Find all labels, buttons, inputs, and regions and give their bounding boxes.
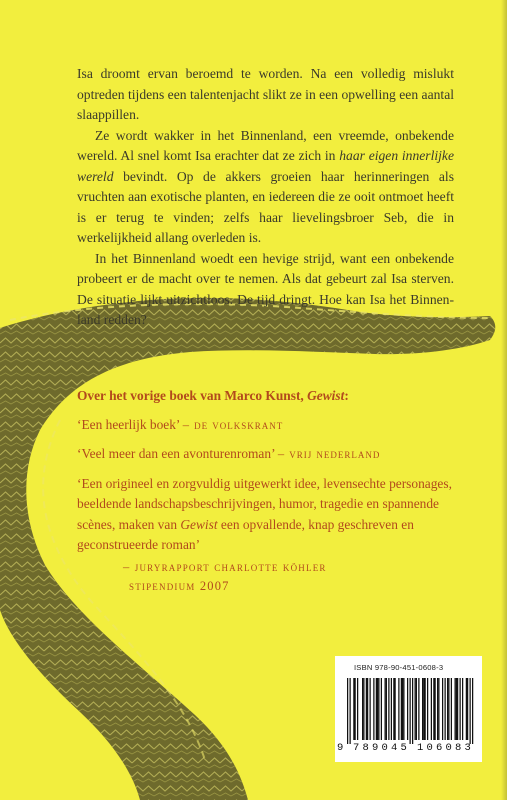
barcode-bar xyxy=(410,678,411,744)
barcode-bar xyxy=(353,678,354,740)
barcode-bar xyxy=(415,678,416,740)
barcode-bar xyxy=(401,678,402,740)
barcode-bar xyxy=(398,678,399,740)
barcode-left-group: 789045 xyxy=(353,742,411,754)
barcode-right-group: 106083 xyxy=(417,742,475,754)
synopsis-paragraph-2: Ze wordt wakker in het Binnenland, een vreemde, onbekende wereld. Al snel komt Isa erachter dat ze zich in haar eigen innerlijke wereld bevindt. Op de akkers groeien haar herinneringen als vruchten aan exotische planten, en iedereen die ze ooit ontmoet heeft is er terug te vinden; zelfs haar lievelingsbroer Seb, die in werkelijkheid allang overleden is. xyxy=(77,127,454,245)
quotes-heading: Over het vorige boek van Marco Kunst, Gewist: xyxy=(77,388,349,403)
barcode-bar xyxy=(427,678,428,740)
barcode-bar xyxy=(385,678,386,740)
jury-attribution: – juryrapport charlotte köhler stipendium 2007 xyxy=(123,559,327,593)
barcode-bar xyxy=(381,678,382,740)
barcode-bar xyxy=(362,678,363,740)
italic-phrase: haar eigen innerlijke wereld xyxy=(77,148,454,184)
barcode-bar xyxy=(407,678,408,740)
barcode-bar xyxy=(416,678,417,740)
synopsis xyxy=(77,64,454,331)
isbn-label: ISBN 978-90-451-0608-3 xyxy=(354,663,444,672)
barcode-bar xyxy=(456,678,457,740)
review-quotes xyxy=(77,386,457,596)
quote-source: – de volkskrant xyxy=(182,417,284,432)
barcode-bar xyxy=(412,678,413,744)
barcode-bar xyxy=(457,678,458,740)
barcode-bar xyxy=(393,678,394,740)
barcode-bar xyxy=(370,678,371,740)
barcode-bar xyxy=(472,678,473,744)
synopsis-paragraph-1: Isa droomt ervan beroemd te worden. Na een volledig mislukt optreden tijdens een talentenjacht slikt ze in een opwelling een aantal slaappillen. xyxy=(77,66,454,122)
barcode-bar xyxy=(470,678,471,744)
barcode-bar xyxy=(350,678,351,744)
barcode-bar xyxy=(355,678,356,740)
barcode-bar xyxy=(423,678,424,740)
barcode-bar xyxy=(435,678,436,740)
barcode-bar xyxy=(438,678,439,740)
barcode-bar xyxy=(391,678,392,740)
barcode-bar xyxy=(448,678,449,740)
barcode-bar xyxy=(466,678,467,740)
barcode-bar xyxy=(386,678,387,740)
barcode-bar xyxy=(376,678,377,740)
barcode-bar xyxy=(447,678,448,740)
barcode-bar xyxy=(431,678,432,740)
barcode-bar xyxy=(451,678,452,740)
barcode-bar xyxy=(425,678,426,740)
barcode-bar xyxy=(460,678,461,740)
barcode-bar xyxy=(433,678,434,740)
barcode-bar xyxy=(442,678,443,740)
barcode-bar xyxy=(467,678,468,740)
barcode-bar xyxy=(367,678,368,740)
barcode-bar xyxy=(366,678,367,740)
barcode-bar xyxy=(388,678,389,740)
barcode-bar xyxy=(455,678,456,740)
barcode-bar xyxy=(357,678,358,740)
barcode-bar xyxy=(418,678,419,740)
quote-volkskrant: ‘Een heerlijk boek’ – de volkskrant xyxy=(77,416,284,432)
barcode-bar xyxy=(377,678,378,740)
quote-vrij-nederland: ‘Veel meer dan een avonturenroman’ – vrij nederland xyxy=(77,446,381,461)
barcode-bar xyxy=(363,678,364,740)
barcode-bar xyxy=(373,678,374,740)
barcode-bar xyxy=(402,678,403,740)
barcode-bar xyxy=(422,678,423,740)
barcode-bar xyxy=(403,678,404,740)
barcode-bar xyxy=(462,678,463,740)
quote-jury: ‘Een origineel en zorgvuldig uitgewerkt idee, levensechte personages, beeldende landschapsbeschrijvingen, humor, tragedie en spannende scènes, maken van Gewist een opvallende, knap geschreven en geconstrueerde roman’ xyxy=(77,475,452,552)
barcode-bar xyxy=(437,678,438,740)
barcode-bar xyxy=(347,678,348,744)
barcode-bar xyxy=(395,678,396,740)
barcode-first-digit: 9 xyxy=(337,742,344,754)
synopsis-paragraph-3: In het Binnenland woedt een hevige strijd, want een onbekende probeert er de macht over te nemen. Als dat gebeurt zal Isa sterven. De situatie lijkt uitzichtloos. De tijd dringt. Hoe kan Isa het Binnenland redden? xyxy=(77,250,454,327)
barcode-bar xyxy=(445,678,446,740)
barcode-bar xyxy=(378,678,379,740)
quote-source: – vrij nederland xyxy=(277,447,381,461)
